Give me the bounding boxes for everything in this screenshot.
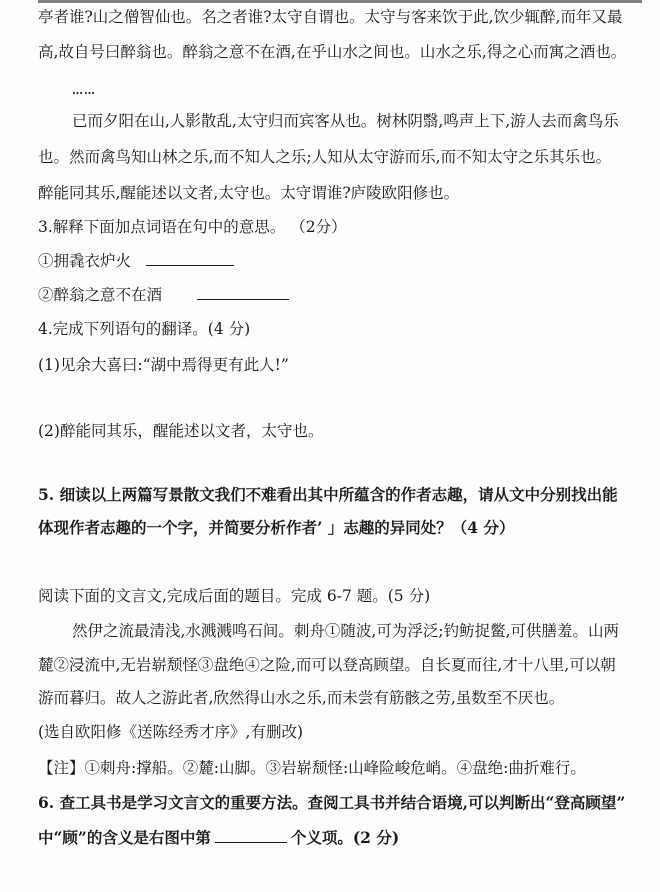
passage1-line4: 也。然而禽鸟知山林之乐,而不知人之乐;人知从太守游而乐,而不知太守之乐其乐也。	[38, 148, 612, 166]
passage1-line1: 亭者谁?山之僧智仙也。名之者谁?太守自谓也。太守与客来饮于此,饮少辄醉,而年又最	[38, 8, 623, 26]
question-3-item1-text: ①拥毳衣炉火	[38, 252, 132, 270]
top-edge-line	[38, 0, 642, 3]
question-5-line2: 体现作者志趣的一个字，并简要分析作者’ 」志趣的异同处？（4 分）	[38, 518, 515, 537]
question-3-stem: 3.解释下面加点词语在句中的意思。 （2分）	[38, 218, 347, 236]
question-6-text-before: 中“顾”的含义是右图中第	[38, 828, 211, 847]
question-3-item1	[38, 250, 642, 272]
passage2-intro: 阅读下面的文言文,完成后面的题目。完成 6-7 题。(5 分)	[38, 587, 431, 605]
answer-blank-6[interactable]	[215, 828, 287, 843]
question-4-item1: (1)见余大喜曰:“湖中焉得更有此人!”	[38, 356, 289, 374]
passage2-line3: 游而暮归。故人之游此者,欣然得山水之乐,而未尝有筋骸之劳,虽数至不厌也。	[38, 689, 565, 707]
answer-blank-3-1[interactable]	[146, 251, 234, 266]
answer-blank-3-2[interactable]	[197, 285, 289, 300]
passage2-line1: 然伊之流最清浅,水溅溅鸣石间。刺舟①随波,可为浮泛;钓鲂捉鳖,可供膳羞。山两	[72, 622, 620, 640]
question-5-line1: 5. 细读以上两篇写景散文我们不难看出其中所蕴含的作者志趣，请从文中分别找出能	[38, 485, 618, 504]
question-4-stem: 4.完成下列语句的翻译。(4 分)	[38, 320, 251, 338]
passage2-line2: 麓②浸流中,无岩崭颓怪③盘绝④之险,而可以登高顾望。自长夏而往,才十八里,可以朝	[38, 656, 616, 674]
passage1-line3: 已而夕阳在山,人影散乱,太守归而宾客从也。树林阴翳,鸣声上下,游人去而禽鸟乐	[72, 112, 619, 130]
question-3-item2-text: ②醉翁之意不在酒	[38, 286, 163, 304]
passage1-line2: 高,故自号曰醉翁也。醉翁之意不在酒,在乎山水之间也。山水之乐,得之心而寓之酒也。	[38, 43, 627, 61]
passage2-source: (选自欧阳修《送陈经秀才序》,有删改)	[38, 723, 304, 741]
passage2-notes: 【注】①刺舟:撑船。②麓:山脚。③岩崭颓怪:山峰险峻危峭。④盘绝:曲折难行。	[38, 759, 586, 777]
question-6-text-after: 个义项。(2 分)	[290, 828, 400, 847]
question-3-item2	[38, 284, 642, 306]
passage1-ellipsis: ……	[72, 84, 96, 97]
question-6-line2	[38, 827, 642, 849]
passage1-line5: 醉能同其乐,醒能述以文者,太守也。太守谓谁?庐陵欧阳修也。	[38, 184, 460, 202]
question-4-item2: (2)醉能同其乐，醒能述以文者，太守也。	[38, 422, 324, 440]
question-6-line1: 6. 查工具书是学习文言文的重要方法。查阅工具书并结合语境,可以判断出“登高顾望”	[38, 793, 626, 812]
